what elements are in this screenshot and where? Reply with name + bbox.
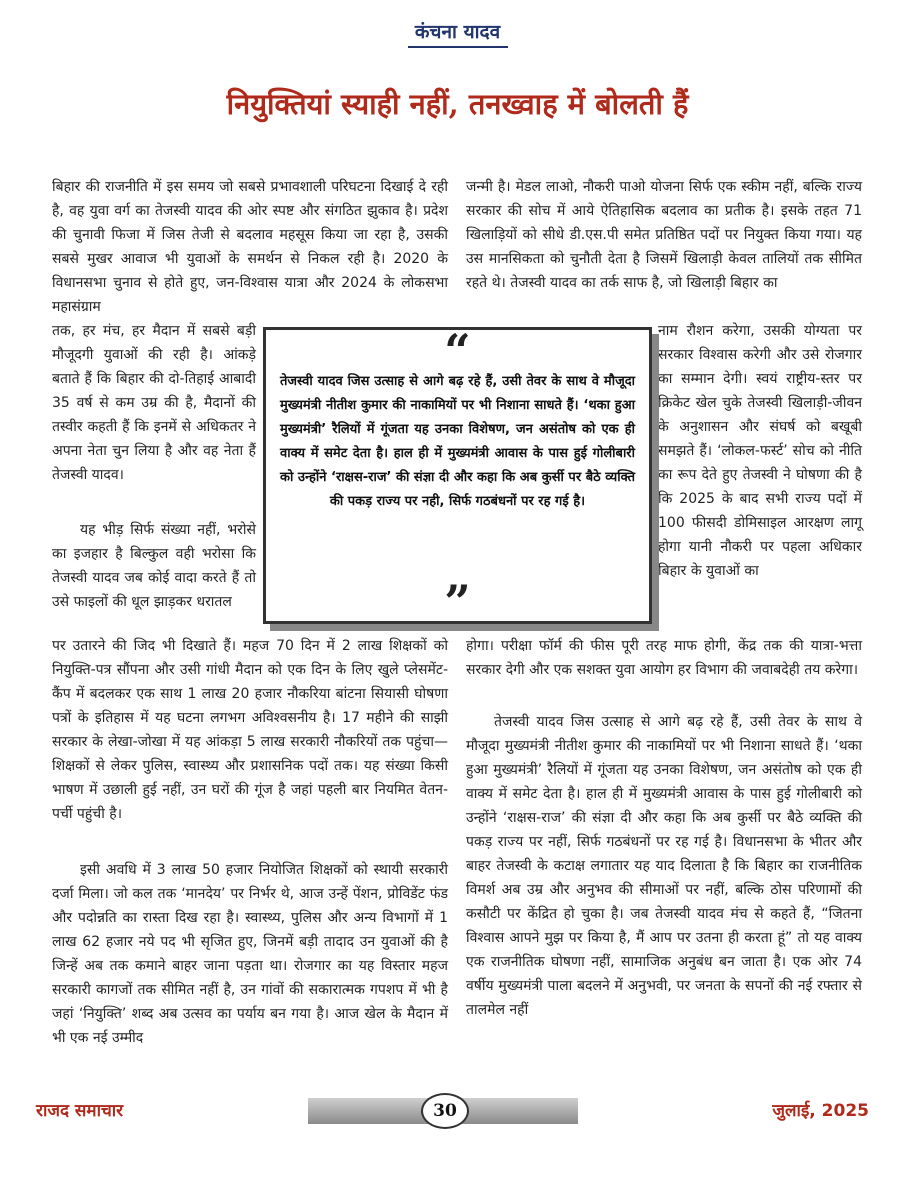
author-underline <box>408 46 508 48</box>
article-paragraph-left-bottom-2: इसी अवधि में 3 लाख 50 हजार नियोजित शिक्षकों को स्थायी सरकारी दर्जा मिला। जो कल तक ‘मानदेय’ पर निर्भर थे, आज उन्हें पेंशन, प्रोविडेंट फंड और पदोन्नति का रास्ता दिख रहा है। स्वास्थ्य, पुलिस और अन्य विभागों में 1 लाख 62 हजार नये पद भी सृजित हुए, जिनमें बड़ी तादाद उन युवाओं की है जिन्हें अब तक कमाने बाहर जाना पड़ता था। रोजगार का यह विस्तार महज सरकारी कागजों तक सीमित नहीं है, उन गांवों की सकारात्मक गपशप में भी है जहां ‘नियुक्ति’ शब्द अब उत्सव का पर्याय बन गया है। आज खेल के मैदान में भी एक नई उम्मीद <box>52 862 448 1046</box>
pull-quote-box <box>263 324 652 629</box>
pull-quote-text: तेजस्वी यादव जिस उत्साह से आगे बढ़ रहे हैं, उसी तेवर के साथ वे मौजूदा मुख्यमंत्री नीतीश कुमार की नाकामियों पर भी निशाना साधते हैं। ‘थका हुआ मुख्यमंत्री’ रैलियों में गूंजता यह उनका विशेषण, जन असंतोष को एक ही वाक्य में समेट देता है। हाल ही में मुख्यमंत्री आवास के पास हुई गोलीबारी को उन्होंने ‘राक्षस-राज’ की संज्ञा दी और कहा कि अब कुर्सी पर बैठे व्यक्ति की पकड़ राज्य पर नही, सिर्फ गठबंधनों पर रह गई है। <box>280 374 635 509</box>
article-paragraph-left-bottom-1: पर उतारने की जिद भी दिखाते हैं। महज 70 दिन में 2 लाख शिक्षकों को नियुक्ति-पत्र सौंपना और उसी गांधी मैदान को एक दिन के लिए खुले प्लेसमेंट-कैंप में बदलकर एक साथ 1 लाख 20 हजार नौकरिया बांटना सियासी घोषणा पत्रों के इतिहास में यह घटना लगभग अविश्वसनीय है। 17 महीने की साझी सरकार के लेखा-जोखा में यह आंकड़ा 5 लाख सरकारी नौकरियों तक पहुंचा—शिक्षकों से लेकर पुलिस, स्वास्थ्य और प्रशासनिक पदों तक। यह संख्या किसी भाषण में उछाली हुई नहीं, उन घरों की गूंज है जहां पहली बार नियमित वेतन-पर्ची पहुंची है। <box>52 638 448 822</box>
author-name: कंचना यादव <box>414 21 501 43</box>
article-paragraph-left-narrow: तक, हर मंच, हर मैदान में सबसे बड़ी मौजूदगी युवाओं की रही है। आंकड़े बताते हैं कि बिहार की दो-तिहाई आबादी 35 वर्ष से कम उम्र की है, मैदानों की तस्वीर कहती हैं कि इनमें से अधिकतर ने अपना नेता चुन लिया है और वह नेता हैं तेजस्वी यादव। <box>52 323 256 483</box>
article-paragraph-right-narrow: नाम रौशन करेगा, उसकी योग्यता पर सरकार विश्वास करेगी और उसे रोजगार का सम्मान देगी। स्वयं राष्ट्रीय-स्तर पर क्रिकेट खेल चुके तेजस्वी खिलाड़ी-जीवन के अनुशासन और संघर्ष को बखूबी समझते हैं। ‘लोकल-फर्स्ट’ सोच को नीति का रूप देते हुए तेजस्वी ने घोषणा की है कि 2025 के बाद सभी राज्य पदों में 100 फीसदी डोमिसाइल आरक्षण लागू होगा यानी नौकरी पर पहला अधिकार बिहार के युवाओं का <box>658 323 862 579</box>
article-paragraph-right-bottom-1: होगा। परीक्षा फॉर्म की फीस पूरी तरह माफ होगी, केंद्र तक की यात्रा-भत्ता सरकार देगी और एक सशक्त युवा आयोग हर विभाग की जवाबदेही तय करेगा। <box>466 638 862 678</box>
article-paragraph-left-top: बिहार की राजनीति में इस समय जो सबसे प्रभावशाली परिघटना दिखाई दे रही है, वह युवा वर्ग का तेजस्वी यादव की ओर स्पष्ट और संगठित झुकाव है। प्रदेश की चुनावी फिजा में जिस तेजी से बदलाव महसूस किया जा रहा है, उसकी सबसे मुखर आवाज भी युवाओं के समर्थन से निकल रही है। 2020 के विधानसभा चुनाव से होते हुए, जन-विश्वास यात्रा और 2024 के लोकसभा महासंग्राम <box>52 179 448 315</box>
page-number: 30 <box>421 1093 469 1129</box>
article-paragraph-right-top: जन्मी है। मेडल लाओ, नौकरी पाओ योजना सिर्फ एक स्कीम नहीं, बल्कि राज्य सरकार की सोच में आये ऐतिहासिक बदलाव का प्रतीक है। इसके तहत 71 खिलाड़ियों को सीधे डी.एस.पी समेत प्रतिष्ठित पदों पर नियुक्त किया गया। यह उस मानसिकता को चुनौती देता है जिसमें खिलाड़ी केवल तालियों तक सीमित रहते थे। तेजस्वी यादव का तर्क साफ है, जो खिलाड़ी बिहार का <box>466 179 862 291</box>
article-paragraph-left-narrow-2: यह भीड़ सिर्फ संख्या नहीं, भरोसे का इजहार है बिल्कुल वही भरोसा कि तेजस्वी यादव जब कोई वादा करते हैं तो उसे फाइलों की धूल झाड़कर धरातल <box>52 522 256 610</box>
headline: नियुक्तियां स्याही नहीं, तनख्वाह में बोलती हैं <box>226 87 689 121</box>
publication-name: राजद समाचार <box>36 1101 124 1121</box>
article-paragraph-right-bottom-2: तेजस्वी यादव जिस उत्साह से आगे बढ़ रहे हैं, उसी तेवर के साथ वे मौजूदा मुख्यमंत्री नीतीश कुमार की नाकामियों पर भी निशाना साधते हैं। ‘थका हुआ मुख्यमंत्री’ रैलियों में गूंजता यह उनका विशेषण, जन असंतोष को एक ही वाक्य में समेट देता है। हाल ही में मुख्यमंत्री आवास के पास हुई गोलीबारी को उन्होंने ‘राक्षस-राज’ की संज्ञा दी और कहा कि अब कुर्सी पर बैठे व्यक्ति की पकड़ राज्य पर नहीं, सिर्फ गठबंधनों पर रह गई है। विधानसभा के भीतर और बाहर तेजस्वी के कटाक्ष लगातार यह याद दिलाता है कि बिहार का राजनीतिक विमर्श अब उम्र और अनुभव की सीमाओं पर नहीं, बल्कि ठोस परिणामों की कसौटी पर केंद्रित हो चुका है। जब तेजस्वी यादव मंच से कहते हैं, “जितना विश्वास आपने मुझ पर किया है, मैं आप पर उतना ही करता हूं” तो यह वाक्य एक राजनीतिक घोषणा नहीं, सामाजिक अनुबंध बन जाता है। एक ओर 74 वर्षीय मुख्यमंत्री पाला बदलने में अनुभवी, पर जनता के सपनों की नई रफ्तार से तालमेल नहीं <box>466 714 862 1018</box>
open-quote-icon: “ <box>444 324 471 378</box>
issue-date: जुलाई, 2025 <box>772 1101 869 1121</box>
close-quote-icon: ” <box>444 575 471 629</box>
